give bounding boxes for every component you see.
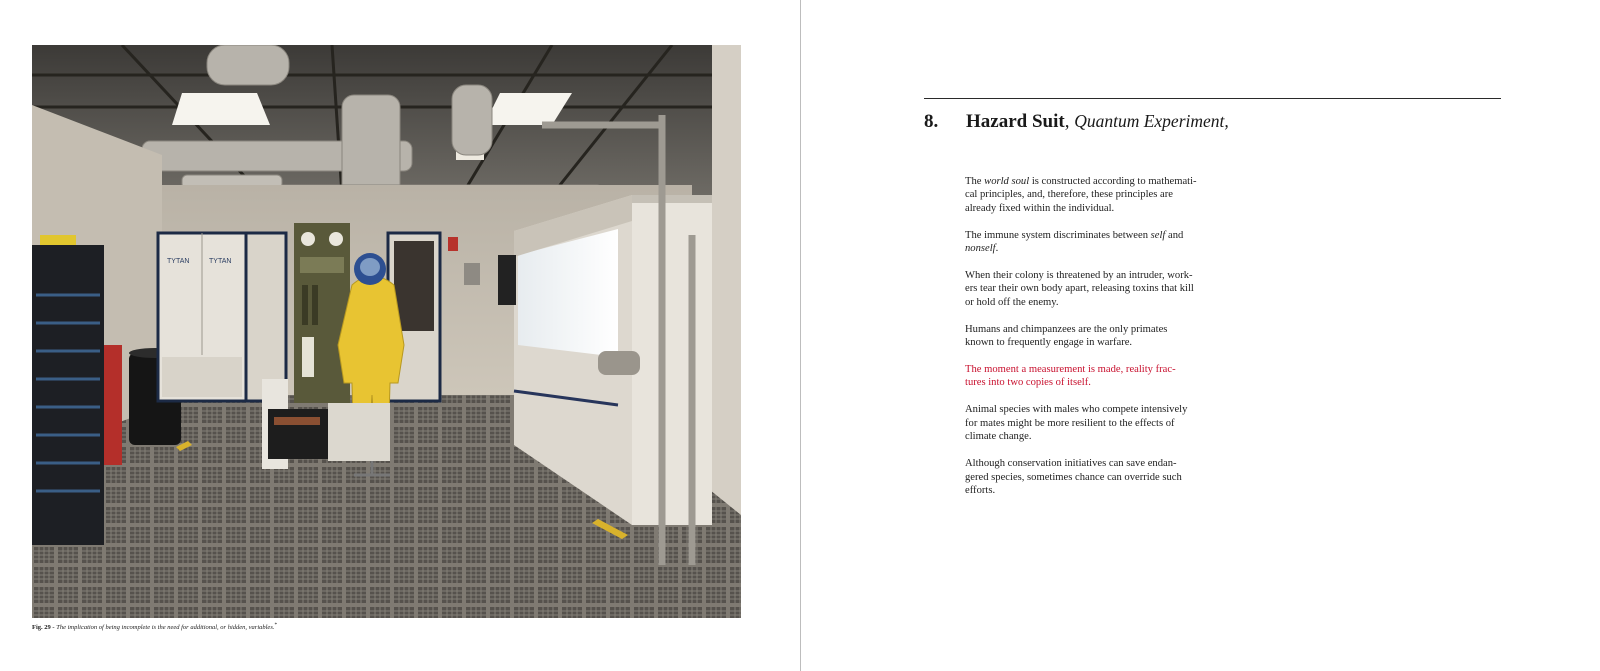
text-line: The world soul is constructed according to mathemati-: [965, 176, 1197, 187]
text-line: gered species, sometimes chance can override such: [965, 471, 1182, 483]
paragraph: [965, 363, 1210, 390]
section-rule: [924, 98, 1501, 99]
paragraph: [965, 175, 1210, 215]
title-separator: ,: [1064, 111, 1070, 132]
text-line: The moment a measurement is made, reality frac-: [965, 364, 1176, 376]
tool-cabinet: [32, 235, 104, 545]
cabinet-brand: TYTAN: [209, 258, 232, 265]
cabinet-brand: TYTAN: [167, 258, 190, 265]
text-line: already fixed within the individual.: [965, 202, 1115, 214]
emphasis: self: [1150, 229, 1166, 241]
text-line: The immune system discriminates between self and: [965, 229, 1184, 241]
emphasis: nonself: [965, 243, 996, 255]
control-panel: [294, 223, 350, 403]
section-subtitle: Quantum Experiment,: [1074, 111, 1229, 131]
paragraph: [965, 457, 1210, 497]
text-line: Humans and chimpanzees are the only primates: [965, 323, 1168, 335]
paragraph: [965, 269, 1210, 309]
text-line: ers tear their own body apart, releasing toxins that kill: [965, 283, 1194, 295]
caption-marker: *: [274, 622, 278, 628]
section-title: Hazard Suit: [966, 111, 1065, 132]
ceiling-light: [172, 93, 270, 125]
paragraph: [965, 403, 1210, 443]
caption-text: The implication of being incomplete is the need for additional, or hidden, variables.: [56, 624, 275, 632]
text-line: for mates might be more resilient to the effects of: [965, 417, 1175, 429]
text-line: When their colony is threatened by an intruder, work-: [965, 270, 1193, 282]
text-line: cal principles, and, therefore, these principles are: [965, 189, 1173, 201]
caption-label: Fig. 29 -: [32, 624, 55, 632]
text-line: or hold off the enemy.: [965, 296, 1059, 308]
text-line: Although conservation initiatives can save endan-: [965, 458, 1177, 470]
emphasis: world soul: [984, 176, 1030, 187]
figure-photo: [32, 45, 741, 618]
text-line: Animal species with males who compete intensively: [965, 404, 1188, 416]
section-heading: [924, 109, 1229, 134]
text-line: nonself.: [965, 243, 999, 255]
text-line: tures into two copies of itself.: [965, 377, 1091, 389]
paragraph: [965, 229, 1210, 256]
section-number: 8.: [924, 111, 939, 132]
body-text: [965, 175, 1210, 511]
lab-photo-illustration: [32, 45, 741, 618]
text-line: efforts.: [965, 484, 996, 496]
text-line: climate change.: [965, 431, 1032, 443]
text-line: known to frequently engage in warfare.: [965, 337, 1133, 349]
paragraph: [965, 323, 1210, 350]
figure-caption: [32, 622, 277, 631]
